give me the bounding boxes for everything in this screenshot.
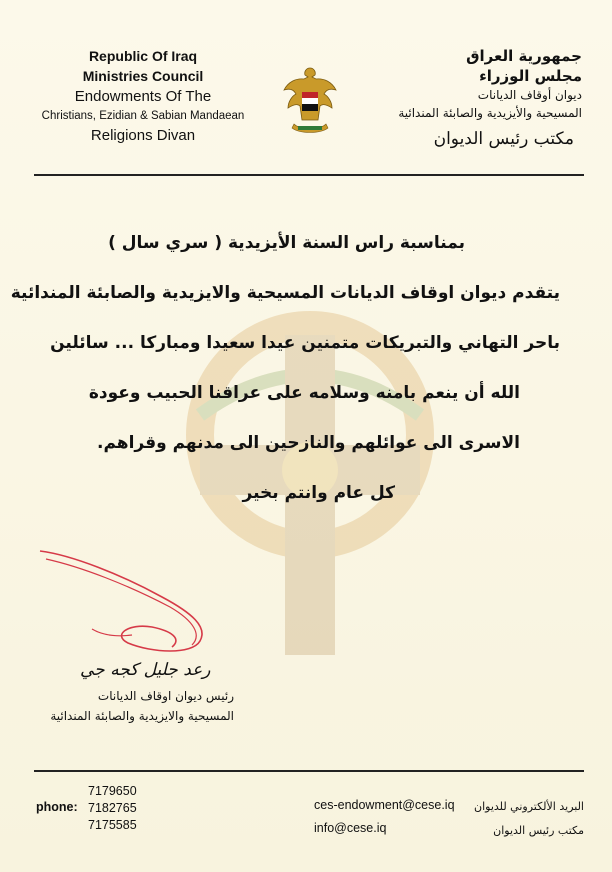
phone-number: 7175585 — [88, 818, 137, 832]
signatory-name: رعد جليل كجه جي — [80, 660, 211, 680]
header-ar-republic: جمهورية العراق — [466, 47, 582, 65]
iraq-eagle-emblem-icon — [282, 64, 338, 142]
email-divan: ces-endowment@cese.iq — [314, 798, 455, 812]
phone-number: 7182765 — [88, 801, 137, 815]
email-addresses — [314, 794, 455, 840]
header-ar-religions: المسيحية والأيزيدية والصابئة المندائية — [398, 106, 582, 120]
header-en-council: Ministries Council — [82, 68, 204, 84]
english-letterhead — [28, 46, 258, 146]
body-line: الله أن ينعم بامنه وسلامه على عراقنا الحبيب وعودة — [88, 383, 520, 403]
footer-divider — [34, 770, 584, 772]
body-line: باحر التهاني والتبريكات متمنين عيدا سعيدا ومباركا ... سائلين — [50, 333, 560, 353]
header-ar-office: مكتب رئيس الديوان — [433, 129, 574, 149]
body-line: يتقدم ديوان اوقاف الديانات المسيحية والايزيدية والصابئة المندائية — [10, 283, 560, 303]
header-ar-council: مجلس الوزراء — [479, 67, 582, 85]
header-en-divan: Religions Divan — [90, 127, 196, 144]
header-en-republic: Republic Of Iraq — [88, 48, 198, 64]
signatory-title-line: رئيس ديوان اوقاف الديانات — [97, 689, 234, 703]
phone-label: phone: — [36, 800, 78, 814]
footer-arabic-labels — [474, 795, 584, 843]
email-label-ar: البريد الألكتروني للديوان — [474, 800, 584, 813]
body-line: كل عام وانتم بخير — [242, 483, 395, 503]
header-en-endowments: Endowments Of The — [74, 88, 212, 105]
letter-body — [10, 228, 560, 528]
body-line: الاسرى الى عوائلهم والنازحين الى مدنهم وقراهم. — [97, 433, 520, 453]
body-line: بمناسبة راس السنة الأيزيدية ( سري سال ) — [108, 233, 465, 253]
handwritten-signature-icon — [32, 545, 222, 660]
signatory-title-line: المسيحية والايزيدية والصابئة المندائية — [50, 709, 234, 723]
arabic-letterhead — [342, 46, 582, 152]
office-label-ar: مكتب رئيس الديوان — [493, 824, 584, 837]
phone-numbers — [88, 783, 137, 834]
phone-number: 7179650 — [88, 784, 137, 798]
header-ar-endowments: ديوان أوقاف الديانات — [477, 88, 582, 102]
email-info: info@cese.iq — [314, 821, 387, 835]
signatory-title — [34, 686, 234, 726]
header-en-religions: Christians, Ezidian & Sabian Mandaean — [41, 110, 245, 122]
header-divider — [34, 174, 584, 176]
